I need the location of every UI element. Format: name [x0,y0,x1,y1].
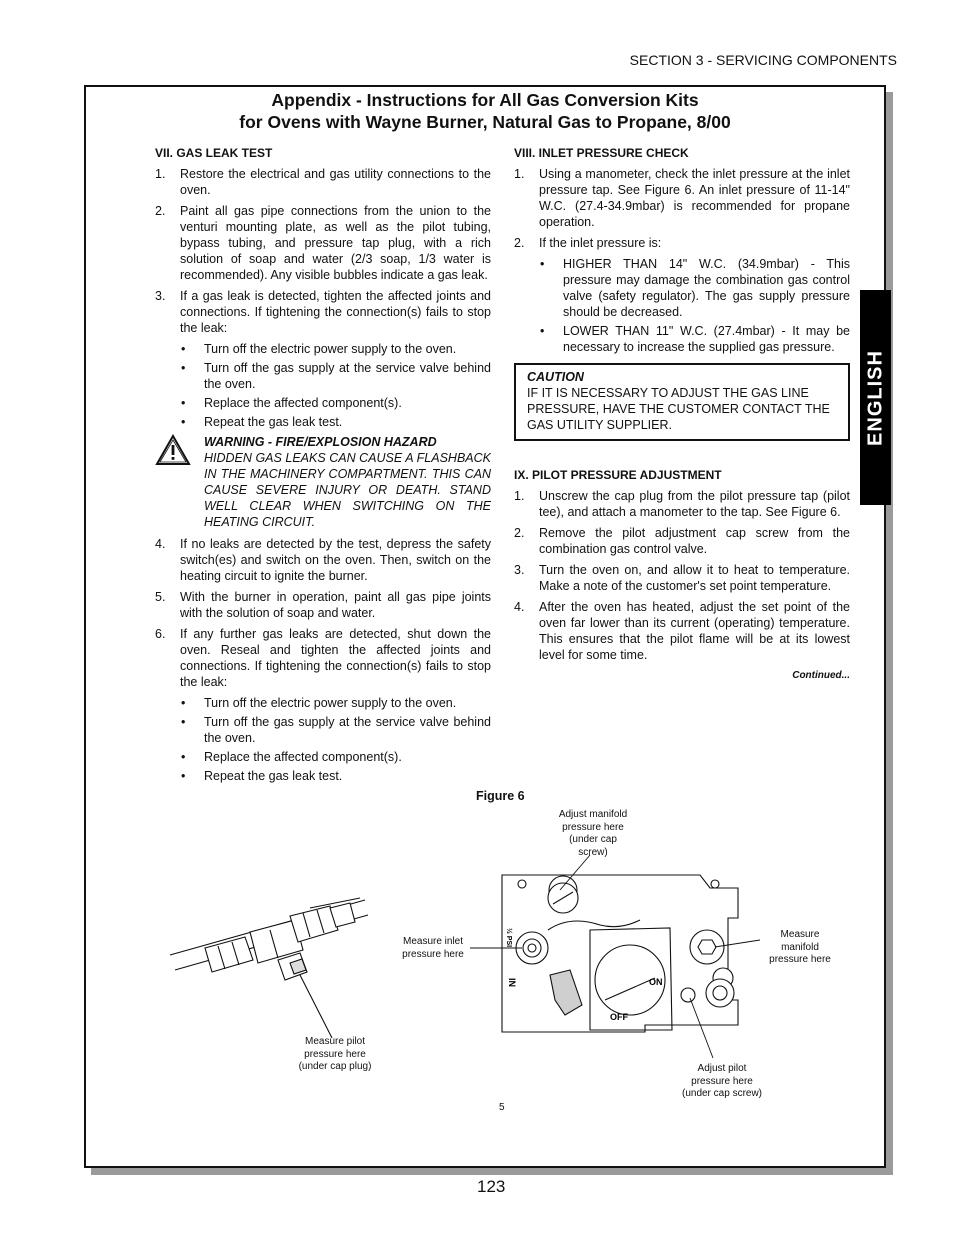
bullet-text: HIGHER THAN 14" W.C. (34.9mbar) - This pressure may damage the combination gas control valve (safety regulator). The gas supply pressure should be decreased. [563,257,850,319]
title-line-1: Appendix - Instructions for All Gas Conversion Kits [271,90,699,110]
item-number: 3. [514,563,525,577]
list-item [155,166,491,198]
item-number: 1. [155,167,166,181]
bullet-item: • Replace the affected component(s). [181,750,402,764]
item-text: Restore the electrical and gas utility connections to the oven. [180,167,491,197]
item-text: Remove the pilot adjustment cap screw from the combination gas control valve. [539,526,850,556]
warning-block [155,434,491,530]
list-item [514,562,850,594]
gas-leak-test-heading: VII. GAS LEAK TEST [155,146,273,160]
bullet-item: • Repeat the gas leak test. [181,769,343,783]
bullet-item: • Turn off the gas supply at the service valve behind the oven. [181,361,491,391]
item-text: Turn the oven on, and allow it to heat to temperature. Make a note of the customer's set point temperature. [539,563,850,593]
bullet-text: LOWER THAN 11" W.C. (27.4mbar) - It may be necessary to increase the supplied gas pressure. [563,324,850,354]
list-item [155,203,491,283]
caution-title: CAUTION [527,370,584,384]
item-number: 6. [155,627,166,641]
item-number: 1. [514,167,525,181]
pilot-pressure-heading: IX. PILOT PRESSURE ADJUSTMENT [514,468,722,482]
list-item [155,288,491,336]
language-tab-label: ENGLISH [864,349,886,446]
right-column [514,145,850,684]
list-item [514,166,850,230]
bullet-item: • Turn off the electric power supply to the oven. [181,342,457,356]
item-number: 3. [155,289,166,303]
item-number: 2. [155,204,166,218]
callout-measure-manifold: Measure manifold pressure here [769,929,831,965]
item-number: 1. [514,489,525,503]
item-number: 4. [514,600,525,614]
bullet-text: Turn off the gas supply at the service valve behind the oven. [204,715,491,745]
inlet-pressure-heading: VIII. INLET PRESSURE CHECK [514,146,689,160]
bullet-text: Replace the affected component(s). [204,396,402,410]
bullet-item: • Replace the affected component(s). [181,396,402,410]
section-header: SECTION 3 - SERVICING COMPONENTS [629,52,897,68]
continued-note: Continued... [792,670,850,681]
item-number: 4. [155,537,166,551]
bullet-text: Turn off the gas supply at the service valve behind the oven. [204,361,491,391]
warning-title: WARNING - FIRE/EXPLOSION HAZARD [204,435,437,449]
pilot-tee-drawing [170,898,368,1038]
item-text: If a gas leak is detected, tighten the affected joints and connections. If tightening the connection(s) fails to stop the leak: [180,289,491,335]
bullet-item: • Turn off the gas supply at the service valve behind the oven. [181,715,491,745]
item-number: 5. [155,590,166,604]
callout-measure-pilot: Measure pilot pressure here (under cap plug) [298,1036,372,1072]
bullet-text: Repeat the gas leak test. [204,769,343,783]
figure-label: Figure 6 [476,789,525,803]
warning-triangle-icon [155,434,191,466]
item-text: If the inlet pressure is: [539,236,662,250]
caution-text: IF IT IS NECESSARY TO ADJUST THE GAS LINE PRESSURE, HAVE THE CUSTOMER CONTACT THE GAS UTILITY SUPPLIER. [527,386,830,432]
figure-number: 5 [499,1102,505,1113]
item-text: Paint all gas pipe connections from the union to the venturi mounting plate, as well as the pilot tubing, bypass tubing, and pressure tap plug, with a rich solution of soap and water (2/3 soap, 1/3 water is recommended). Any visible bubbles indicate a gas leak. [180,204,491,282]
bullet-item: • Turn off the electric power supply to the oven. [181,696,457,710]
bullet-text: Repeat the gas leak test. [204,415,343,429]
item-text: Using a manometer, check the inlet pressure at the inlet pressure tap. See Figure 6. An inlet pressure of 11-14" W.C. (27.4-34.9mbar) is recommended for propane operation. [539,167,850,229]
list-item [155,626,491,690]
page-title [84,89,886,133]
bullet-item: • Repeat the gas leak test. [181,415,343,429]
list-item [155,589,491,621]
warning-text: HIDDEN GAS LEAKS CAN CAUSE A FLASHBACK IN THE MACHINERY COMPARTMENT. THIS CAN CAUSE SEVERE INJURY OR DEATH. STAND WELL CLEAR WHEN SWITCHING ON THE HEATING CIRCUIT. [204,451,491,529]
list-item [155,536,491,584]
valve-off-label: OFF [610,1012,628,1022]
item-number: 2. [514,526,525,540]
item-text: With the burner in operation, paint all gas pipe joints with the solution of soap and water. [180,590,491,620]
bullet-text: Turn off the electric power supply to the oven. [204,342,457,356]
item-text: If any further gas leaks are detected, shut down the oven. Reseal and tighten the affected joints and connections. If tightening the connection(s) fails to stop the leak: [180,627,491,689]
item-text: If no leaks are detected by the test, depress the safety switch(es) and switch on the oven. Then, switch on the heating circuit to ignite the burner. [180,537,491,583]
language-tab [860,290,891,505]
caution-box [514,363,850,441]
gas-valve-drawing [502,875,738,1032]
figure-diagram [150,800,850,1100]
callout-adjust-pilot: Adjust pilot pressure here (under cap screw) [681,1063,763,1099]
list-item [514,525,850,557]
list-item [514,488,850,520]
bullet-item: • HIGHER THAN 14" W.C. (34.9mbar) - This pressure may damage the combination gas control valve (safety regulator). The gas supply pressure should be decreased. [540,257,850,319]
page-number: 123 [477,1177,506,1196]
list-item [514,599,850,663]
title-line-2: for Ovens with Wayne Burner, Natural Gas to Propane, 8/00 [239,112,731,132]
left-column [155,145,491,787]
bullet-text: Replace the affected component(s). [204,750,402,764]
bullet-text: Turn off the electric power supply to the oven. [204,696,457,710]
valve-psi-label: ½ PSI [505,928,512,948]
list-item [514,235,850,251]
callout-measure-inlet: Measure inlet pressure here [402,936,464,960]
valve-on-label: ON [649,977,663,987]
item-text: Unscrew the cap plug from the pilot pressure tap (pilot tee), and attach a manometer to the tap. See Figure 6. [539,489,850,519]
valve-in-label: IN [507,978,517,987]
bullet-item: • LOWER THAN 11" W.C. (27.4mbar) - It may be necessary to increase the supplied gas pressure. [540,324,850,354]
item-number: 2. [514,236,525,250]
callout-adjust-manifold: Adjust manifold pressure here (under cap screw) [558,809,628,858]
item-text: After the oven has heated, adjust the set point of the oven far lower than its current (operating) temperature. This ensures that the pilot flame will be at its lowest level for some time. [539,600,850,662]
